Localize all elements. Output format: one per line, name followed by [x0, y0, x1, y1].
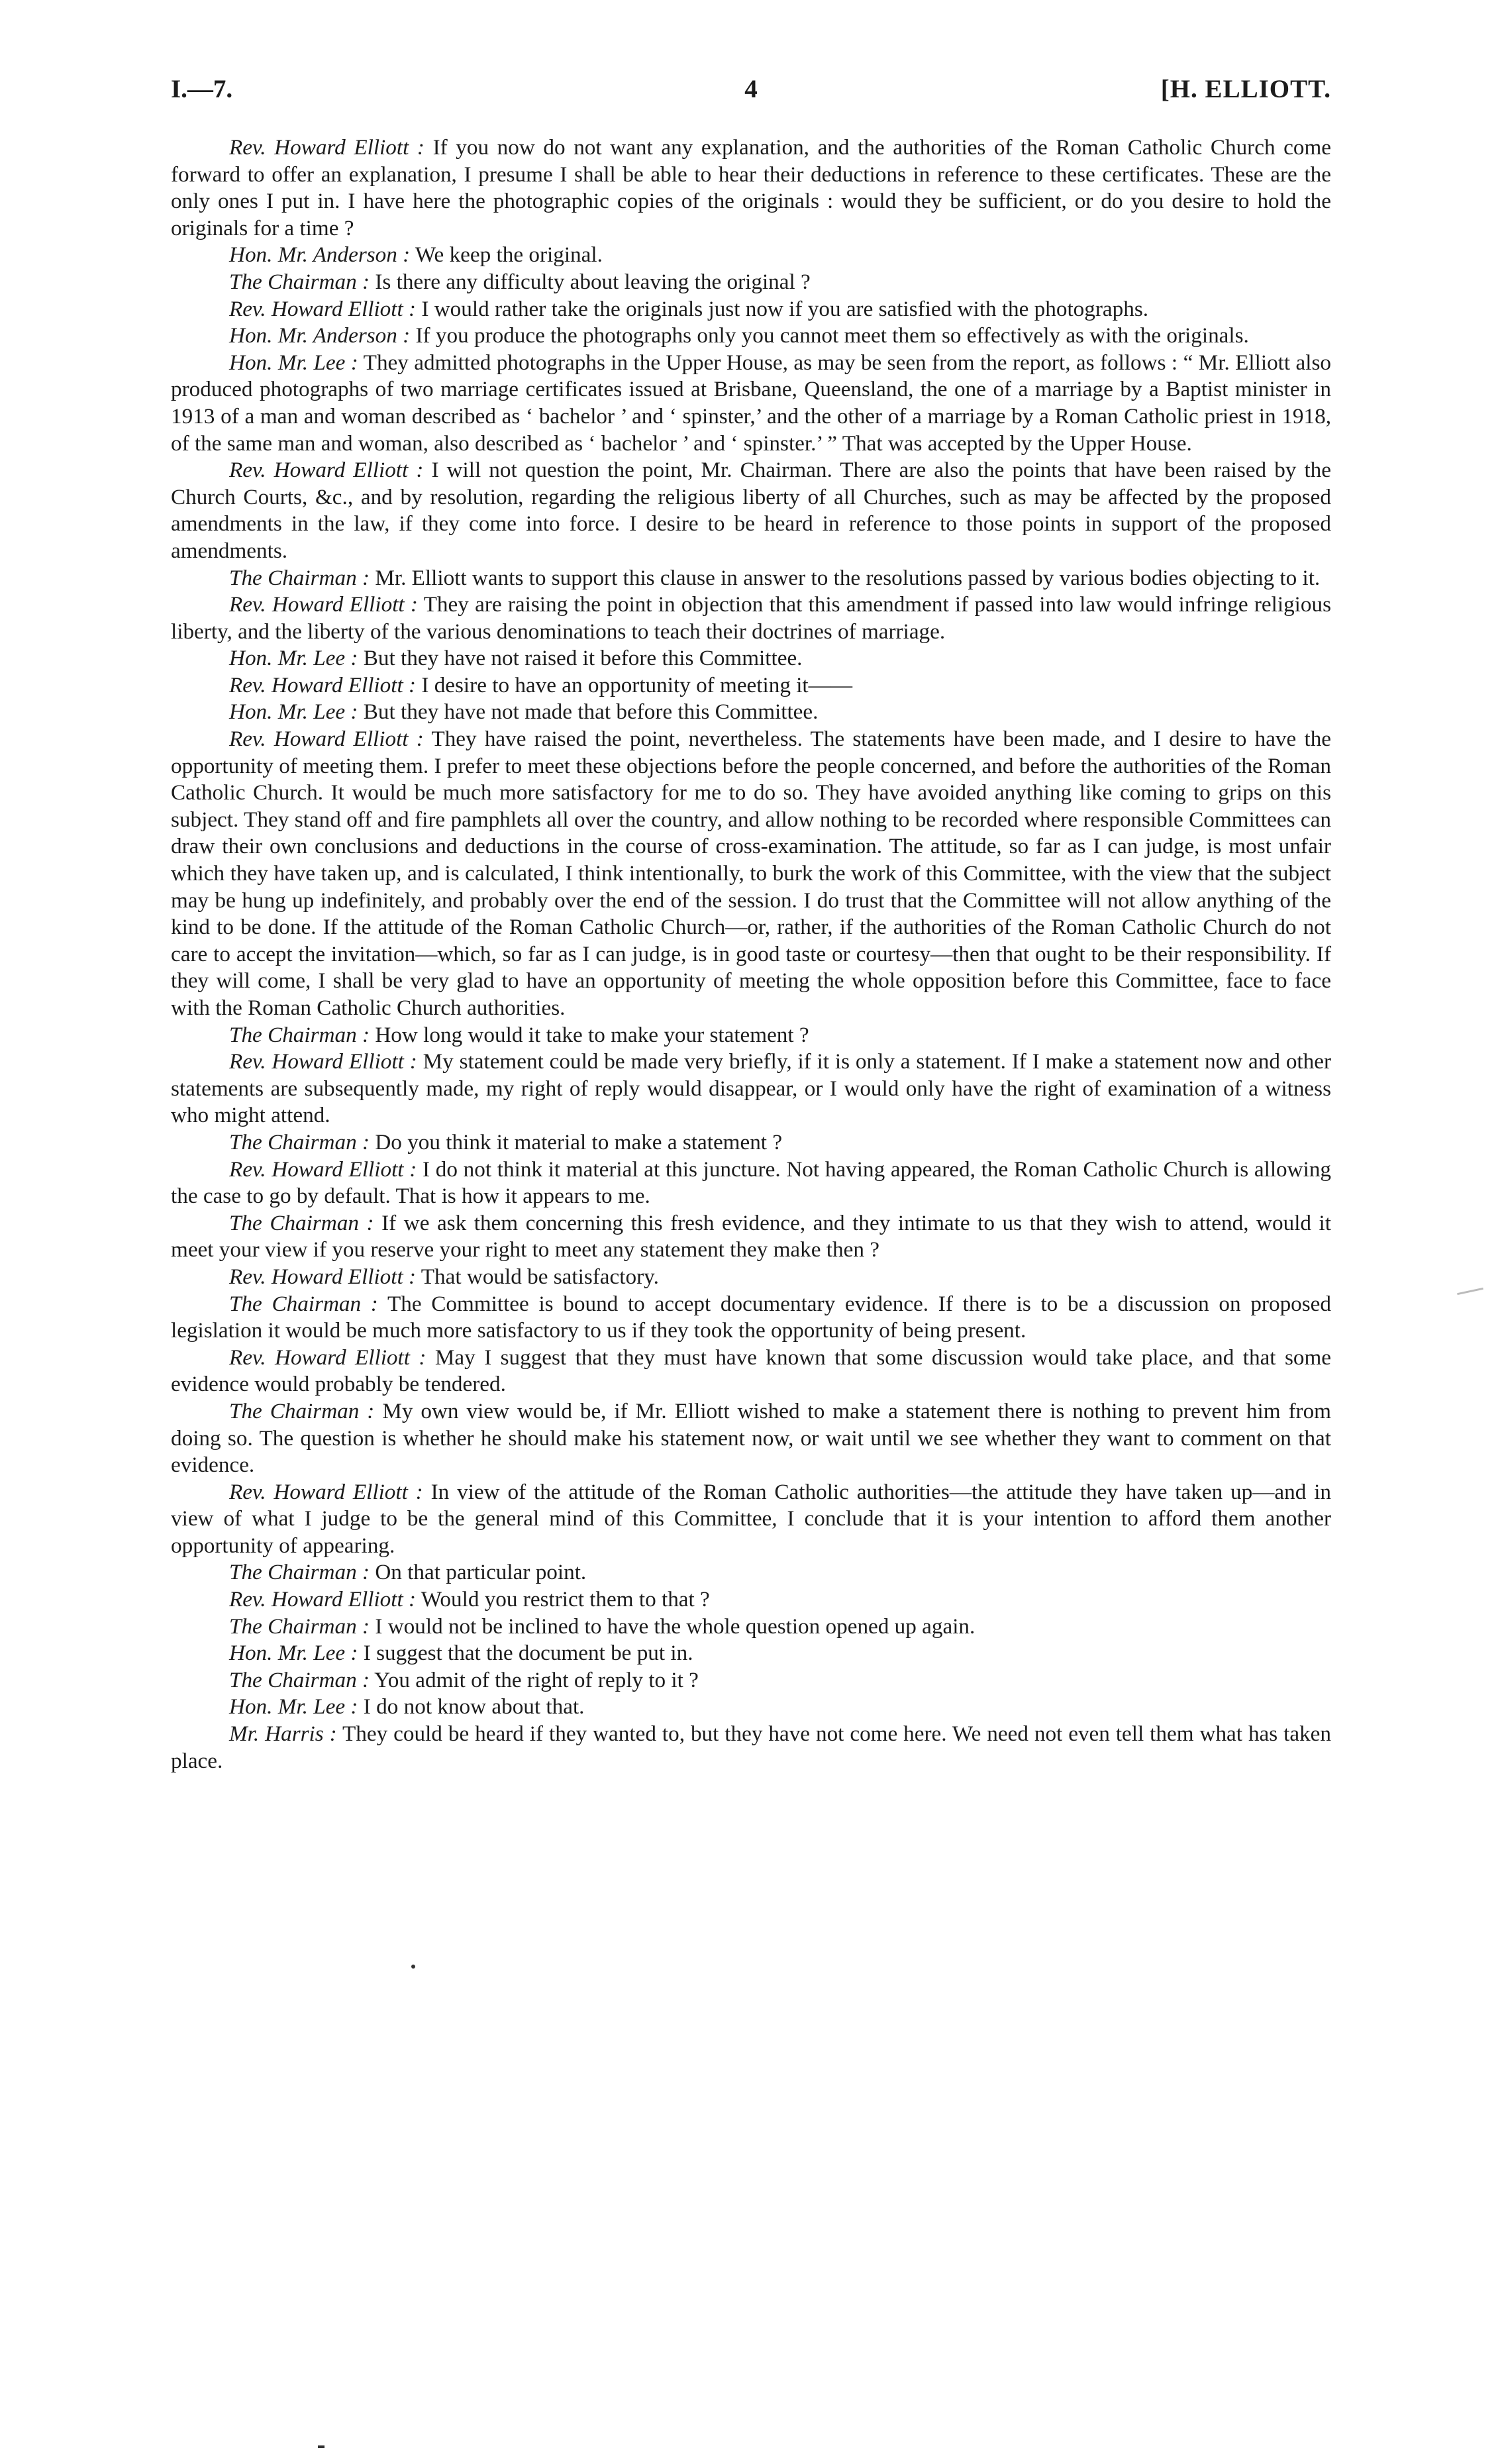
- transcript-paragraph: [171, 296, 1331, 323]
- transcript-paragraph: [171, 1479, 1331, 1560]
- transcript-paragraph: [171, 1614, 1331, 1641]
- transcript-paragraph: [171, 565, 1331, 592]
- transcript-paragraph: [171, 645, 1331, 672]
- transcript-paragraph: [171, 1559, 1331, 1586]
- speech-text: But they have not made that before this Committee.: [363, 699, 819, 725]
- speech-text: That would be satisfactory.: [421, 1264, 659, 1289]
- speaker-name: The Chairman :: [229, 269, 370, 294]
- speaker-name: The Chairman :: [229, 1210, 374, 1235]
- transcript-paragraph: [171, 1022, 1331, 1049]
- speech-text: In view of the attitude of the Roman Catholic authorities—the attitude they have taken up—and in view of what I judge to be the general mind of this Committee, I conclude that it is your intention to afford them another opportunity of appearing.: [171, 1479, 1332, 1558]
- speech-text: They are raising the point in objection that this amendment if passed into law would infringe religious liberty, and the liberty of the various denominations to teach their doctrines of marriage.: [171, 592, 1331, 644]
- speaker-name: Hon. Mr. Anderson :: [229, 323, 411, 348]
- transcript-paragraph: [171, 591, 1331, 645]
- transcript-paragraph: [171, 134, 1331, 242]
- page-header: [171, 74, 1331, 114]
- speech-text: My own view would be, if Mr. Elliott wished to make a statement there is nothing to prevent him from doing so. The question is whether he should make his statement now, or wait until we see whether they want to comment on that evidence.: [171, 1398, 1331, 1478]
- speaker-name: The Chairman :: [229, 1022, 370, 1047]
- transcript-paragraph: [171, 1156, 1331, 1210]
- speech-text: The Committee is bound to accept documentary evidence. If there is to be a discussion on proposed legislation it would be much more satisfactory to us if they took the opportunity of being present.: [171, 1291, 1331, 1343]
- speaker-name: Rev. Howard Elliott :: [229, 1049, 417, 1074]
- speaker-name: The Chairman :: [229, 565, 370, 590]
- speech-text: They have raised the point, nevertheless. The statements have been made, and I desire to have the opportunity of meeting them. I prefer to meet these objections before the people concerned, and before the authorities of the Roman Catholic Church. It would be much more satisfactory for me to do so. They have avoided anything like coming to grips on this subject. They stand off and fire pamphlets all over the country, and allow nothing to be recorded where responsible Committees can draw their own conclusions and deductions in the course of cross-examination. The attitude, so far as I can judge, is most unfair which they have taken up, and is calculated, I think intentionally, to burk the work of this Committee, with the view that the subject may be hung up indefinitely, and probably over the end of the session. I do trust that the Committee will not allow anything of the kind to be done. If the attitude of the Roman Catholic Church—or, rather, if the authorities of the Roman Catholic Church do not care to accept the invitation—which, so far as I can judge, is in good taste or courtesy—then that ought to be their responsibility. If they will come, I shall be very glad to have an opportunity of meeting the whole opposition before this Committee, face to face with the Roman Catholic Church authorities.: [171, 727, 1332, 1020]
- speech-text: If you produce the photographs only you cannot meet them so effectively as with the originals.: [415, 323, 1249, 348]
- transcript-paragraph: [171, 242, 1331, 269]
- speech-text: I suggest that the document be put in.: [363, 1641, 693, 1666]
- speech-text: I desire to have an opportunity of meeting it——: [421, 672, 853, 697]
- transcript-paragraph: [171, 1694, 1331, 1721]
- speaker-name: Rev. Howard Elliott :: [229, 1345, 426, 1370]
- transcript-paragraph: [171, 1667, 1331, 1694]
- page-number: 4: [744, 75, 758, 103]
- speaker-name: Hon. Mr. Anderson :: [229, 242, 411, 268]
- speaker-name: Hon. Mr. Lee :: [229, 699, 358, 725]
- speaker-name: The Chairman :: [229, 1291, 378, 1316]
- speech-text: I do not think it material at this juncture. Not having appeared, the Roman Catholic Church is allowing the case to go by default. That is how it appears to me.: [171, 1156, 1332, 1209]
- transcript-paragraph: [171, 350, 1331, 457]
- speaker-name: Rev. Howard Elliott :: [229, 1156, 417, 1182]
- speech-text: How long would it take to make your statement ?: [375, 1022, 809, 1047]
- print-speck: [318, 2445, 325, 2448]
- speaker-name: Hon. Mr. Lee :: [229, 350, 358, 375]
- transcript-paragraph: [171, 1049, 1331, 1129]
- transcript-paragraph: [171, 1398, 1331, 1479]
- transcript-body: [171, 134, 1331, 1774]
- transcript-paragraph: [171, 1291, 1331, 1345]
- speaker-name: The Chairman :: [229, 1560, 370, 1585]
- speech-text: They could be heard if they wanted to, but they have not come here. We need not even tell them what has taken place.: [171, 1721, 1332, 1773]
- transcript-paragraph: [171, 1210, 1331, 1264]
- speaker-name: The Chairman :: [229, 1614, 370, 1639]
- transcript-paragraph: [171, 1129, 1331, 1156]
- transcript-paragraph: [171, 1345, 1331, 1398]
- speech-text: We keep the original.: [415, 242, 603, 268]
- transcript-paragraph: [171, 726, 1331, 1022]
- speech-text: But they have not raised it before this Committee.: [363, 646, 803, 671]
- transcript-paragraph: [171, 672, 1331, 699]
- transcript-paragraph: [171, 457, 1331, 564]
- speaker-name: Rev. Howard Elliott :: [229, 296, 417, 321]
- margin-mark: [1457, 1288, 1483, 1295]
- witness-name-header: [H. ELLIOTT.: [1160, 75, 1331, 103]
- speaker-name: The Chairman :: [229, 1129, 370, 1155]
- speaker-name: Rev. Howard Elliott :: [229, 1587, 417, 1612]
- speaker-name: The Chairman :: [229, 1667, 370, 1692]
- speech-text: May I suggest that they must have known that some discussion would take place, and that some evidence would probably be tendered.: [171, 1345, 1332, 1397]
- speech-text: Do you think it material to make a statement ?: [375, 1129, 783, 1155]
- speaker-name: Rev. Howard Elliott :: [229, 592, 418, 617]
- speaker-name: Rev. Howard Elliott :: [229, 1479, 423, 1504]
- speaker-name: Rev. Howard Elliott :: [229, 1264, 417, 1289]
- speech-text: On that particular point.: [375, 1560, 587, 1585]
- speech-text: I will not question the point, Mr. Chairman. There are also the points that have been raised by the Church Courts, &c., and by resolution, regarding the religious liberty of all Churches, such as may be affected by the proposed amendments in the law, if they come into force. I desire to be heard in reference to those points in support of the proposed amendments.: [171, 458, 1332, 563]
- speech-text: If you now do not want any explanation, and the authorities of the Roman Catholic Church come forward to offer an explanation, I presume I shall be able to hear their deductions in reference to these certificates. These are the only ones I put in. I have here the photographic copies of the originals : would they be sufficient, or do you desire to hold the originals for a time ?: [171, 135, 1332, 240]
- transcript-paragraph: [171, 1721, 1331, 1774]
- transcript-paragraph: [171, 1640, 1331, 1667]
- speaker-name: Mr. Harris :: [229, 1721, 337, 1747]
- speech-text: My statement could be made very briefly, if it is only a statement. If I make a statement now and other statements are subsequently made, my right of reply would disappear, or I would only have the right of examination of a witness who might attend.: [171, 1049, 1332, 1128]
- speech-text: I would not be inclined to have the whole question opened up again.: [375, 1614, 976, 1639]
- paper-reference: I.—7.: [171, 75, 233, 103]
- transcript-paragraph: [171, 1586, 1331, 1614]
- transcript-paragraph: [171, 323, 1331, 350]
- speech-text: You admit of the right of reply to it ?: [374, 1667, 699, 1692]
- speaker-name: Rev. Howard Elliott :: [229, 458, 424, 483]
- transcript-paragraph: [171, 1264, 1331, 1291]
- speaker-name: Rev. Howard Elliott :: [229, 727, 424, 752]
- speech-text: Is there any difficulty about leaving the original ?: [375, 269, 811, 294]
- speech-text: I would rather take the originals just now if you are satisfied with the photographs.: [421, 296, 1149, 321]
- speaker-name: Hon. Mr. Lee :: [229, 1694, 358, 1720]
- speech-text: If we ask them concerning this fresh evidence, and they intimate to us that they wish to attend, would it meet your view if you reserve your right to meet any statement they make then ?: [171, 1210, 1332, 1262]
- speaker-name: The Chairman :: [229, 1398, 375, 1423]
- transcript-paragraph: [171, 699, 1331, 726]
- speaker-name: Hon. Mr. Lee :: [229, 1641, 358, 1666]
- speaker-name: Hon. Mr. Lee :: [229, 646, 358, 671]
- speech-text: They admitted photographs in the Upper House, as may be seen from the report, as follows : “ Mr. Elliott also produced photographs of two marriage certificates issued at Brisbane, Queensland, the one of a marriage by a Baptist minister in 1913 of a man and woman described as ‘ bachelor ’ and ‘ spinster,’ and the other of a marriage by a Roman Catholic priest in 1918, of the same man and woman, also described as ‘ bachelor ’ and ‘ spinster.’ ” That was accepted by the Upper House.: [171, 350, 1331, 456]
- transcript-paragraph: [171, 269, 1331, 296]
- print-speck: [411, 1965, 415, 1969]
- speaker-name: Rev. Howard Elliott :: [229, 135, 425, 160]
- speech-text: I do not know about that.: [363, 1694, 585, 1720]
- speech-text: Would you restrict them to that ?: [421, 1587, 710, 1612]
- speech-text: Mr. Elliott wants to support this clause in answer to the resolutions passed by various bodies objecting to it.: [375, 565, 1321, 590]
- speaker-name: Rev. Howard Elliott :: [229, 672, 417, 697]
